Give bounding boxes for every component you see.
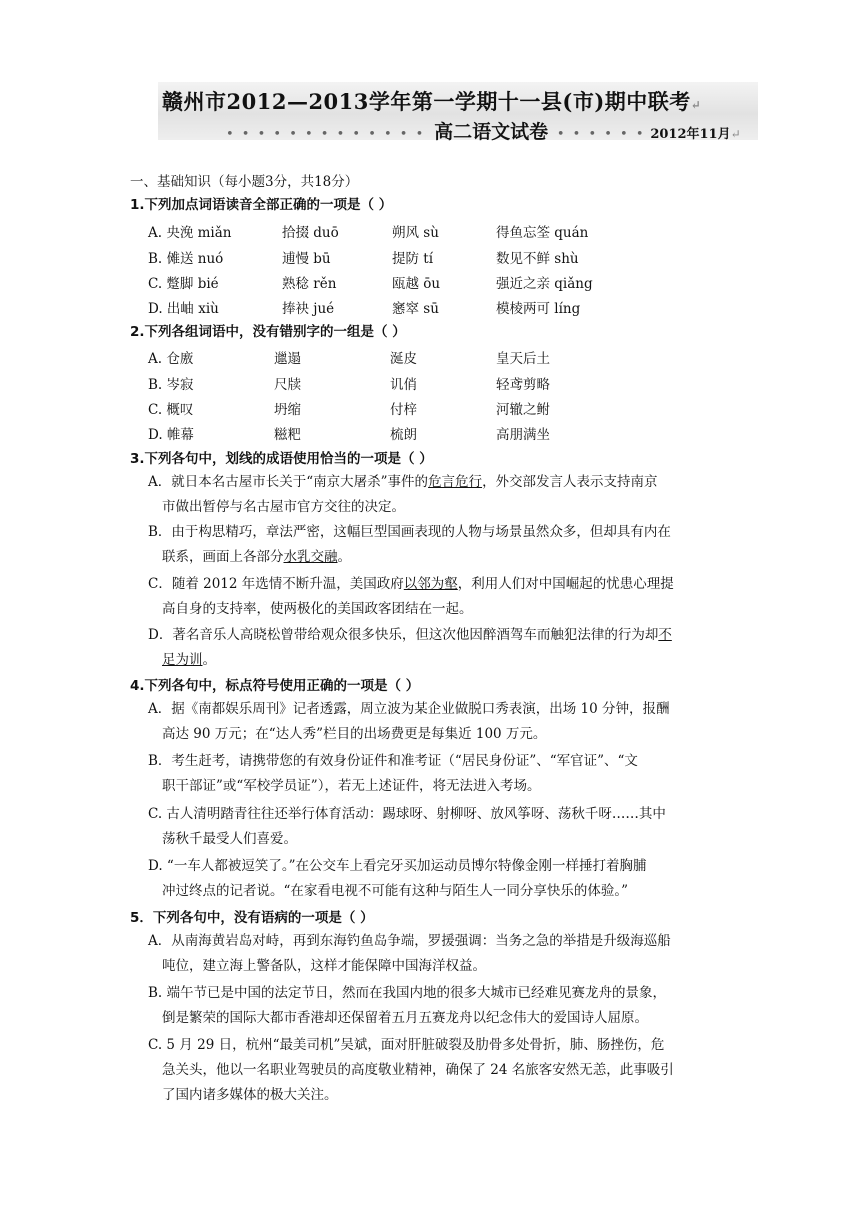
q3-b-text: 。 <box>337 549 351 565</box>
q1-option-d-4: 模棱两可 líng <box>496 301 581 317</box>
q5-a-text: A．从南海黄岩岛对峙，再到东海钓鱼岛争端，罗援强调：当务之急的举措是升级海巡船 <box>148 933 671 949</box>
exam-date: 2012年11月 <box>650 127 731 142</box>
q1-option-b-2: 逋慢 bū <box>282 251 331 267</box>
q3-d-underlined-idiom: 不 <box>658 627 672 643</box>
q2-option-b-4: 轻鸢剪略 <box>496 377 550 393</box>
q1-option-c-2: 熟稔 rěn <box>282 276 337 292</box>
q3-a-underlined-idiom: 危言危行 <box>428 474 483 490</box>
q1-option-d-2: 捧袂 jué <box>282 301 335 317</box>
return-mark: ↵ <box>690 98 702 112</box>
q1-option-b-1: B. 傩送 nuó <box>148 251 224 267</box>
exam-title <box>162 86 758 116</box>
q2-option-b-2: 尺牍 <box>274 377 301 393</box>
q3-option-b <box>148 520 748 570</box>
q2-option-a-1: A. 仓廒 <box>148 351 194 367</box>
q2-option-c-1: C. 概叹 <box>148 402 194 418</box>
q4-option-b <box>148 749 748 799</box>
q3-c-underlined-idiom: 以邻为壑 <box>403 576 458 592</box>
q3-option-a <box>148 470 748 520</box>
q3-d-underlined-idiom: 足为训 <box>162 652 203 668</box>
q2-option-b-3: 讥俏 <box>390 377 417 393</box>
q3-option-d <box>148 623 748 673</box>
q3-c-text: C．随着 2012 年选情不断升温，美国政府 <box>148 576 404 592</box>
q3-d-text: 。 <box>202 652 216 668</box>
q1-option-a-2: 拾掇 duō <box>282 225 339 241</box>
question-5-stem: 5．下列各句中，没有语病的一项是（ ） <box>130 910 374 926</box>
q4-b-text: 职干部证”或“军校学员证”），若无上述证件，将无法进入考场。 <box>162 778 541 794</box>
q4-b-text: B．考生赶考，请携带您的有效身份证件和准考证（“居民身份证”、“军官证”、“文 <box>148 753 638 769</box>
question-2-stem: 2.下列各组词语中，没有错别字的一组是（ ） <box>130 324 406 340</box>
q3-b-underlined-idiom: 水乳交融 <box>283 549 338 565</box>
q1-option-b-4: 数见不鲜 shù <box>496 251 579 267</box>
question-3-stem: 3.下列各句中，划线的成语使用恰当的一项是（ ） <box>130 451 433 467</box>
q1-option-d-1: D. 出岫 xiù <box>148 301 219 317</box>
q1-option-c-1: C. 蹩脚 bié <box>148 276 219 292</box>
q4-d-text: D. “一车人都被逗笑了。”在公交车上看完牙买加运动员博尔特像金刚一样捶打着胸脯 <box>148 858 647 874</box>
q2-option-a-2: 邋遢 <box>274 351 301 367</box>
q2-option-d-1: D. 帷幕 <box>148 427 194 443</box>
q1-option-a-4: 得鱼忘筌 quán <box>496 225 589 241</box>
exam-subtitle: 高二语文试卷 <box>434 121 549 143</box>
q5-option-c <box>148 1033 748 1108</box>
q3-a-text: A．就日本名古屋市长关于“南京大屠杀”事件的 <box>148 474 429 490</box>
question-1-stem: 1.下列加点词语读音全部正确的一项是（ ） <box>130 197 393 213</box>
q3-b-text: 联系，画面上各部分 <box>162 549 284 565</box>
q2-option-a-4: 皇天后土 <box>496 351 550 367</box>
q1-option-c-4: 强近之亲 qiǎng <box>496 276 593 292</box>
q4-c-text: 荡秋千最受人们喜爱。 <box>162 831 297 847</box>
q1-option-a-1: A. 央浼 miǎn <box>148 225 232 241</box>
q2-option-a-3: 涎皮 <box>390 351 417 367</box>
q1-option-a-3: 朔风 sù <box>392 225 439 241</box>
q3-a-text: 市做出暂停与名古屋市官方交往的决定。 <box>162 499 405 515</box>
q4-a-text: 高达 90 万元；在“达人秀”栏目的出场费更是每集近 100 万元。 <box>162 726 547 742</box>
q3-b-text: B．由于构思精巧，章法严密，这幅巨型国画表现的人物与场景虽然众多，但却具有内在 <box>148 524 671 540</box>
exam-title-text: 赣州市2012—2013学年第一学期十一县(市)期中联考 <box>162 89 691 114</box>
q5-b-text: 倒是繁荣的国际大都市香港却还保留着五月五赛龙舟以纪念伟大的爱国诗人屈原。 <box>162 1010 648 1026</box>
q5-b-text: B. 端午节已是中国的法定节日，然而在我国内地的很多大城市已经难见赛龙舟的景象， <box>148 985 667 1001</box>
q1-option-b-3: 提防 tí <box>392 251 434 267</box>
q5-a-text: 吨位，建立海上警备队，这样才能保障中国海洋权益。 <box>162 958 486 974</box>
dot-leader-left: • • • • • • • • • • • • • <box>226 127 426 142</box>
q5-option-a <box>148 929 748 979</box>
q3-c-text: 高自身的支持率，使两极化的美国政客团结在一起。 <box>162 601 473 617</box>
exam-subtitle-row <box>226 117 741 144</box>
q4-c-text: C. 古人清明踏青往往还举行体育活动：踢球呀、射柳呀、放风筝呀、荡秋千呀……其中 <box>148 806 666 822</box>
q4-a-text: A．据《南都娱乐周刊》记者透露，周立波为某企业做脱口秀表演，出场 10 分钟，报酬 <box>148 701 670 717</box>
q4-option-d <box>148 854 748 904</box>
return-mark: ↵ <box>730 127 741 141</box>
q5-c-text: 急关头，他以一名职业驾驶员的高度敬业精神，确保了 24 名旅客安然无恙，此事吸引 <box>162 1062 674 1078</box>
q2-option-c-4: 河辙之鲋 <box>496 402 550 418</box>
q2-option-c-2: 坍缩 <box>274 402 301 418</box>
q2-option-b-1: B. 岑寂 <box>148 377 194 393</box>
q3-option-c <box>148 572 748 622</box>
question-4-stem: 4.下列各句中，标点符号使用正确的一项是（ ） <box>130 678 420 694</box>
q4-d-text: 冲过终点的记者说。“在家看电视不可能有这种与陌生人一同分享快乐的体验。” <box>162 883 629 899</box>
section-heading: 一、基础知识（每小题3分，共18分） <box>130 174 359 190</box>
q5-c-text: C. 5 月 29 日，杭州“最美司机”吴斌，面对肝脏破裂及肋骨多处骨折，肺、肠挫伤，危 <box>148 1037 665 1053</box>
dot-leader-right: • • • • • • <box>556 127 646 142</box>
q2-option-d-4: 高朋满坐 <box>496 427 550 443</box>
q5-option-b <box>148 981 748 1031</box>
q1-option-d-3: 窸窣 sū <box>392 301 439 317</box>
q2-option-d-2: 糍粑 <box>274 427 301 443</box>
q1-option-c-3: 瓯越 ōu <box>392 276 441 292</box>
q4-option-c <box>148 802 748 852</box>
q4-option-a <box>148 697 748 747</box>
q2-option-c-3: 付梓 <box>390 402 417 418</box>
q3-a-text: ，外交部发言人表示支持南京 <box>482 474 658 490</box>
q2-option-d-3: 梳朗 <box>390 427 417 443</box>
q3-d-text: D．著名音乐人高晓松曾带给观众很多快乐，但这次他因醉酒驾车而触犯法律的行为却 <box>148 627 659 643</box>
q3-c-text: ，利用人们对中国崛起的忧患心理提 <box>457 576 674 592</box>
q5-c-text: 了国内诸多媒体的极大关注。 <box>162 1087 338 1103</box>
